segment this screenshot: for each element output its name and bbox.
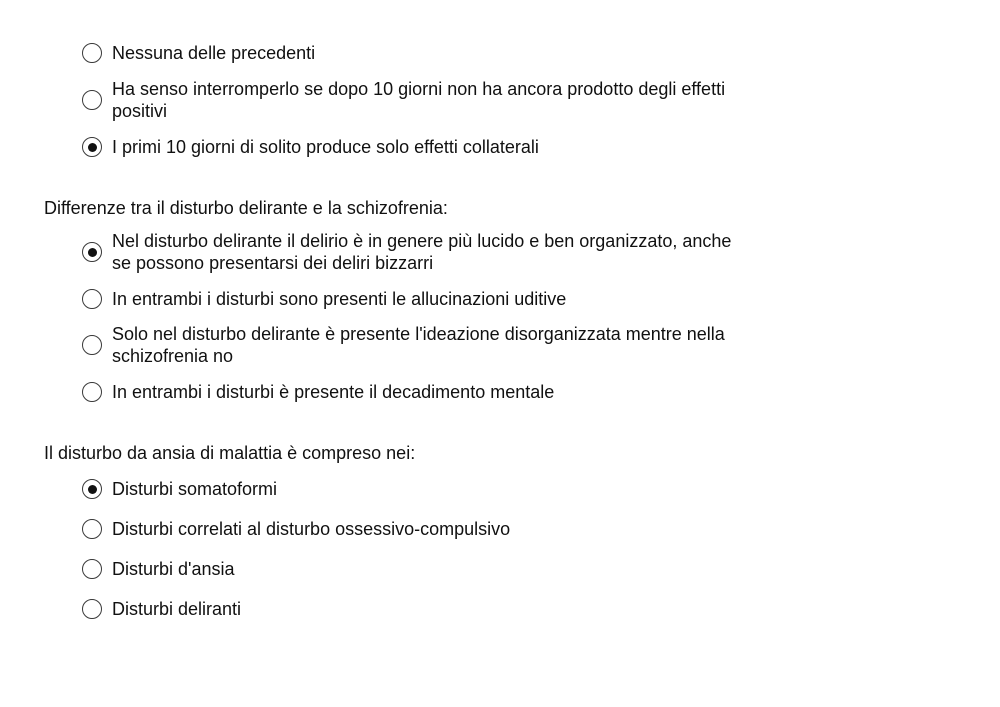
option-label: Disturbi somatoformi xyxy=(112,479,278,499)
option-label: Disturbi correlati al disturbo ossessivo-compulsivo xyxy=(112,519,511,539)
option-block0-2[interactable] xyxy=(82,136,762,158)
option-block1-1[interactable] xyxy=(82,288,762,310)
radio-button[interactable] xyxy=(82,43,102,63)
radio-button[interactable] xyxy=(82,90,102,110)
option-block1-2[interactable] xyxy=(82,323,762,367)
option-block2-3[interactable] xyxy=(82,598,762,620)
radio-button[interactable] xyxy=(82,242,102,262)
option-block1-0[interactable] xyxy=(82,230,762,274)
option-label: Disturbi deliranti xyxy=(112,599,242,619)
question-text: Il disturbo da ansia di malattia è compreso nei: xyxy=(44,443,416,463)
option-block2-1[interactable] xyxy=(82,518,762,540)
option-block1-3[interactable] xyxy=(82,381,762,403)
radio-button[interactable] xyxy=(82,137,102,157)
option-label: Solo nel disturbo delirante è presente l'ideazione disorganizzata mentre nella schizofrenia no xyxy=(112,324,725,366)
radio-button[interactable] xyxy=(82,519,102,539)
radio-button[interactable] xyxy=(82,479,102,499)
option-label: I primi 10 giorni di solito produce solo effetti collaterali xyxy=(112,137,539,157)
radio-button[interactable] xyxy=(82,559,102,579)
option-label: Nel disturbo delirante il delirio è in genere più lucido e ben organizzato, anche se possono presentarsi dei deliri bizzarri xyxy=(112,231,732,273)
radio-button[interactable] xyxy=(82,335,102,355)
option-block2-0[interactable] xyxy=(82,478,762,500)
option-block2-2[interactable] xyxy=(82,558,762,580)
radio-button[interactable] xyxy=(82,289,102,309)
option-label: Disturbi d'ansia xyxy=(112,559,235,579)
option-label: Ha senso interromperlo se dopo 10 giorni non ha ancora prodotto degli effetti positivi xyxy=(112,79,726,121)
radio-button[interactable] xyxy=(82,599,102,619)
option-block0-0[interactable] xyxy=(82,42,762,64)
option-label: In entrambi i disturbi sono presenti le allucinazioni uditive xyxy=(112,289,567,309)
radio-button[interactable] xyxy=(82,382,102,402)
option-label: In entrambi i disturbi è presente il decadimento mentale xyxy=(112,382,555,402)
question-text: Differenze tra il disturbo delirante e la schizofrenia: xyxy=(44,198,448,218)
option-label: Nessuna delle precedenti xyxy=(112,43,316,63)
option-block0-1[interactable] xyxy=(82,78,762,122)
